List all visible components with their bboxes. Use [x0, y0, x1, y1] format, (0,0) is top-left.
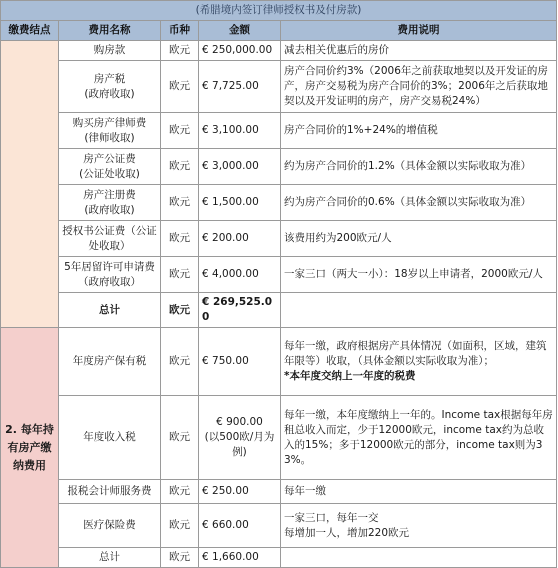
- fee-name: 房产税 (政府收取): [59, 61, 161, 113]
- fee-desc: 该费用约为200欧元/人: [281, 221, 557, 257]
- header-name: 费用名称: [59, 21, 161, 41]
- fee-amount: € 4,000.00: [199, 257, 281, 293]
- table-row: [1, 185, 557, 221]
- table-row: [1, 113, 557, 149]
- fee-amount: € 3,100.00: [199, 113, 281, 149]
- fee-desc: 减去相关优惠后的房价: [281, 41, 557, 61]
- table-row: [1, 480, 557, 504]
- fee-amount: € 1,500.00: [199, 185, 281, 221]
- fee-name: 5年居留许可申请费（政府收取）: [59, 257, 161, 293]
- fee-name: 年度收入税: [59, 396, 161, 480]
- section2-node: 2. 每年持有房产缴纳费用: [1, 328, 59, 568]
- total-currency: 欧元: [161, 293, 199, 328]
- table-row: [1, 221, 557, 257]
- fee-currency: 欧元: [161, 221, 199, 257]
- fee-desc: 每年一缴，政府根据房产具体情况（如面积，区域，建筑年限等）收取，（具体金额以实际收取为准）；: [284, 340, 547, 367]
- total-currency: 欧元: [161, 548, 199, 568]
- header-amount: 金额: [199, 21, 281, 41]
- fee-note: *本年度交纳上一年度的税费: [284, 370, 416, 382]
- fee-currency: 欧元: [161, 113, 199, 149]
- table-row: [1, 504, 557, 548]
- header-node: 缴费结点: [1, 21, 59, 41]
- section1-node: [1, 41, 59, 328]
- fee-amount: € 900.00 (以500欧/月为例): [199, 396, 281, 480]
- total-amount: € 269,525.00: [199, 293, 281, 328]
- fee-amount: € 660.00: [199, 504, 281, 548]
- fee-name: 房产公证费 (公证处收取): [59, 149, 161, 185]
- fee-currency: 欧元: [161, 504, 199, 548]
- fee-desc: 约为房产合同价的1.2%（具体金额以实际收取为准）: [281, 149, 557, 185]
- fee-currency: 欧元: [161, 257, 199, 293]
- total-label: 总计: [59, 293, 161, 328]
- fee-amount: € 750.00: [199, 328, 281, 396]
- table-row: [1, 328, 557, 396]
- table-row: [1, 61, 557, 113]
- table-row: [1, 41, 557, 61]
- fee-currency: 欧元: [161, 149, 199, 185]
- fee-currency: 欧元: [161, 328, 199, 396]
- fee-desc: 一家三口，每年一交 每增加一人，增加220欧元: [281, 504, 557, 548]
- fee-name: 购买房产律师费 (律师收取): [59, 113, 161, 149]
- fee-currency: 欧元: [161, 41, 199, 61]
- total-row: [1, 293, 557, 328]
- fee-name: 年度房产保有税: [59, 328, 161, 396]
- total-desc: [281, 548, 557, 568]
- fee-desc: 每年一缴，本年度缴纳上一年的。Income tax根据每年房租总收入而定，少于12000欧元，income tax约为总收入的15%；多于12000欧元的部分，income tax则为33%。: [281, 396, 557, 480]
- fee-currency: 欧元: [161, 480, 199, 504]
- fee-amount: € 7,725.00: [199, 61, 281, 113]
- caption-row: [1, 1, 557, 21]
- table-row: [1, 149, 557, 185]
- fee-name: 医疗保险费: [59, 504, 161, 548]
- fee-name: 报税会计师服务费: [59, 480, 161, 504]
- fee-name: 购房款: [59, 41, 161, 61]
- total-row: [1, 548, 557, 568]
- table-row: [1, 396, 557, 480]
- header-desc: 费用说明: [281, 21, 557, 41]
- fee-desc: 一家三口（两大一小）：18岁以上申请者，2000欧元/人: [281, 257, 557, 293]
- fee-amount: € 250.00: [199, 480, 281, 504]
- fee-desc: 约为房产合同价的0.6%（具体金额以实际收取为准）: [281, 185, 557, 221]
- fee-desc: 房产合同价的1%+24%的增值税: [281, 113, 557, 149]
- fee-name: 授权书公证费（公证处收取）: [59, 221, 161, 257]
- header-currency: 币种: [161, 21, 199, 41]
- fee-desc: 房产合同价约3%（2006年之前获取地契以及开发证的房产，房产交易税为房产合同价的3%；2006年之后获取地契以及开发证明的房产，房产交易税24%）: [281, 61, 557, 113]
- fee-currency: 欧元: [161, 185, 199, 221]
- fee-name: 房产注册费 (政府收取): [59, 185, 161, 221]
- total-desc: [281, 293, 557, 328]
- fee-desc-cell: [281, 328, 557, 396]
- fee-currency: 欧元: [161, 396, 199, 480]
- fee-amount: € 3,000.00: [199, 149, 281, 185]
- fee-amount: € 200.00: [199, 221, 281, 257]
- table-caption: (希腊境内签订律师授权书及付房款): [1, 1, 557, 21]
- fee-amount: € 250,000.00: [199, 41, 281, 61]
- header-row: [1, 21, 557, 41]
- table-row: [1, 257, 557, 293]
- fee-currency: 欧元: [161, 61, 199, 113]
- total-label: 总计: [59, 548, 161, 568]
- total-amount: € 1,660.00: [199, 548, 281, 568]
- fee-desc: 每年一缴: [281, 480, 557, 504]
